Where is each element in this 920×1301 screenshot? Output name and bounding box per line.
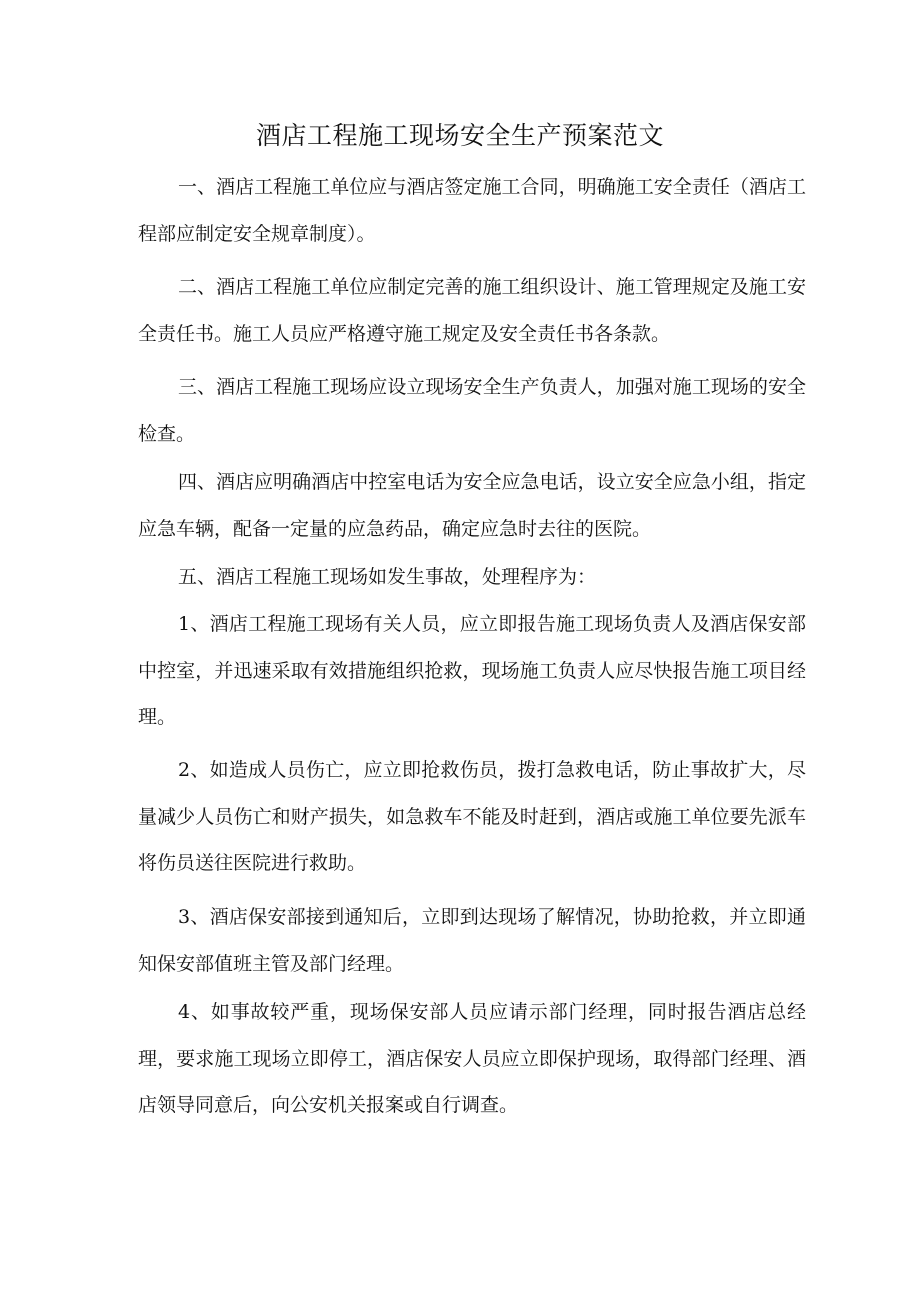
paragraph-3: 三、酒店工程施工现场应设立现场安全生产负责人，加强对施工现场的安全检查。: [138, 376, 806, 445]
paragraph-8: 3、酒店保安部接到通知后，立即到达现场了解情况，协助抢救，并立即通知保安部值班主管及部门经理。: [138, 906, 806, 975]
paragraph-5: 五、酒店工程施工现场如发生事故，处理程序为：: [178, 566, 597, 588]
paragraph-9: 4、如事故较严重，现场保安部人员应请示部门经理，同时报告酒店总经理，要求施工现场立即停工，酒店保安人员应立即保护现场，取得部门经理、酒店领导同意后，向公安机关报案或自行调查。: [138, 1001, 806, 1116]
document-title: 酒店工程施工现场安全生产预案范文: [255, 121, 664, 150]
paragraph-6: 1、酒店工程施工现场有关人员，应立即报告施工现场负责人及酒店保安部中控室，并迅速采取有效措施组织抢救，现场施工负责人应尽快报告施工项目经理。: [138, 613, 806, 728]
paragraph-2: 二、酒店工程施工单位应制定完善的施工组织设计、施工管理规定及施工安全责任书。施工人员应严格遵守施工规定及安全责任书各条款。: [138, 276, 806, 345]
paragraph-4: 四、酒店应明确酒店中控室电话为安全应急电话，设立安全应急小组，指定应急车辆，配备一定量的应急药品，确定应急时去往的医院。: [138, 471, 806, 540]
paragraph-7: 2、如造成人员伤亡，应立即抢救伤员，拨打急救电话，防止事故扩大，尽量减少人员伤亡和财产损失，如急救车不能及时赶到，酒店或施工单位要先派车将伤员送往医院进行救助。: [138, 759, 806, 874]
paragraph-1: 一、酒店工程施工单位应与酒店签定施工合同，明确施工安全责任（酒店工程部应制定安全规章制度）。: [138, 176, 806, 245]
